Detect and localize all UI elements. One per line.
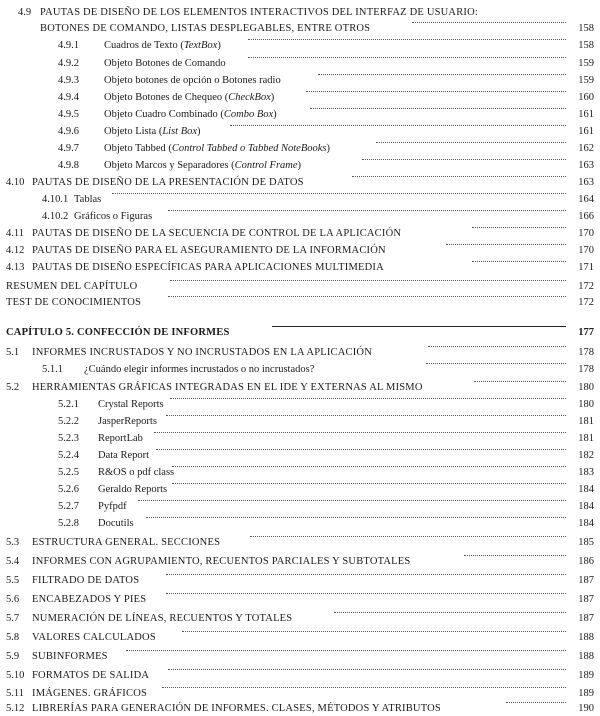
toc-entry-5-2-2[interactable] [0,415,600,429]
entry-title: PAUTAS DE DISEÑO PARA EL ASEGURAMIENTO DE LA INFORMACIÓN [32,245,386,256]
entry-title: Objeto Lista (List Box) [104,126,201,137]
toc-entry-4-13[interactable] [0,261,600,275]
toc-entry-5-12[interactable] [0,702,600,716]
entry-number: 4.9.1 [58,40,79,51]
page-number: 186 [578,556,594,567]
page-number: 164 [578,194,594,205]
toc-entry-5-2-7[interactable] [0,500,600,514]
entry-title: Pyfpdf [98,501,127,512]
entry-title: SUBINFORMES [32,651,108,662]
entry-number: 5.9 [6,651,20,662]
toc-entry-4-11[interactable] [0,227,600,241]
page-number: 187 [578,613,594,624]
entry-number: 4.10 [6,177,25,188]
toc-entry-test[interactable] [0,296,600,310]
entry-title: PAUTAS DE DISEÑO DE LA SECUENCIA DE CONTROL DE LA APLICACIÓN [32,228,402,239]
toc-entry-5-5[interactable] [0,574,600,588]
entry-title: IMÁGENES. GRÁFICOS [32,688,148,699]
entry-number: 4.12 [6,245,25,256]
page-number: 158 [578,23,594,34]
entry-number: 5.10 [6,670,25,681]
entry-title: Docutils [98,518,134,529]
entry-title: LIBRERÍAS PARA GENERACIÓN DE INFORMES. CLASES, MÉTODOS Y ATRIBUTOS [32,703,441,714]
toc-entry-4-12[interactable] [0,244,600,258]
entry-title: Tablas [74,194,102,205]
entry-number: 5.2.4 [58,450,79,461]
leader-dots [166,593,566,594]
toc-entry-5-9[interactable] [0,650,600,664]
leader-dots [172,483,566,484]
page-number: 188 [578,632,594,643]
entry-title: ENCABEZADOS Y PIES [32,594,147,605]
toc-entry-5-7[interactable] [0,612,600,626]
entry-number: 5.4 [6,556,20,567]
page-number: 159 [578,75,594,86]
leader-dots [166,415,566,416]
leader-dots [146,517,566,518]
leader-dots [472,261,566,262]
toc-entry-4-10-2[interactable] [0,210,600,224]
entry-number: 5.2.7 [58,501,79,512]
entry-number: 5.11 [6,688,24,699]
entry-title: TEST DE CONOCIMIENTOS [6,297,142,308]
toc-entry-5-2-3[interactable] [0,432,600,446]
page-number: 162 [578,143,594,154]
toc-entry-4-9-8[interactable] [0,159,600,173]
page-number: 184 [578,501,594,512]
leader-dots [334,612,566,613]
entry-title: ¿Cuándo elegir informes incrustados o no incrustados? [84,364,315,375]
entry-title: ESTRUCTURA GENERAL. SECCIONES [32,537,221,548]
entry-number: 5.2 [6,382,20,393]
entry-number: 4.9.6 [58,126,79,137]
leader-dots [166,574,566,575]
entry-title: Objeto Botones de Comando [104,58,226,69]
entry-title: FILTRADO DE DATOS [32,575,140,586]
leader-dots [168,669,566,670]
entry-title: BOTONES DE COMANDO, LISTAS DESPLEGABLES, ENTRE OTROS [40,23,371,34]
page-number: 170 [578,245,594,256]
page-number: 163 [578,177,594,188]
leader-dots [474,381,566,382]
entry-number: 4.9.3 [58,75,79,86]
page-number: 182 [578,450,594,461]
page-number: 184 [578,518,594,529]
entry-number: 5.2.6 [58,484,79,495]
toc-entry-4-9-7[interactable] [0,142,600,156]
leader-dots [168,210,566,211]
page-number: 177 [578,327,594,338]
entry-number: 4.9.2 [58,58,79,69]
entry-number: 4.9.5 [58,109,79,120]
leader-dots [446,244,566,245]
leader-dots [172,466,566,467]
leader-dots [472,227,566,228]
toc-chapter-5[interactable] [0,326,600,340]
toc-entry-5-8[interactable] [0,631,600,645]
page-number: 163 [578,160,594,171]
entry-number: 5.2.2 [58,416,79,427]
entry-number: 5.8 [6,632,20,643]
entry-title: Geraldo Reports [98,484,168,495]
entry-title: R&OS o pdf class [98,467,175,478]
entry-title: Crystal Reports [98,399,164,410]
entry-number: 5.2.1 [58,399,79,410]
page-number: 159 [578,58,594,69]
leader-dots [464,555,566,556]
entry-number: 5.2.3 [58,433,79,444]
page-number: 189 [578,670,594,681]
toc-entry-5-2-6[interactable] [0,483,600,497]
toc-entry-4-10-1[interactable] [0,193,600,207]
entry-number: 5.7 [6,613,20,624]
toc-entry-4-9[interactable] [0,6,600,20]
page-number: 161 [578,126,594,137]
leader-dots [248,57,566,58]
leader-dots [112,193,566,194]
leader-dots [138,500,566,501]
entry-number: 4.9.4 [58,92,79,103]
leader-dots [168,296,566,297]
toc-entry-5-10[interactable] [0,669,600,683]
page-number: 187 [578,594,594,605]
page-number: 160 [578,92,594,103]
toc-entry-5-11[interactable] [0,687,600,701]
leader-dots [412,22,566,23]
entry-title: PAUTAS DE DISEÑO DE LOS ELEMENTOS INTERACTIVOS DEL INTERFAZ DE USUARIO: [40,7,479,18]
entry-number: 5.3 [6,537,20,548]
leader-dots [170,280,566,281]
page-number: 185 [578,537,594,548]
leader-dots [156,449,566,450]
leader-dots [230,125,566,126]
toc-entry-4-10[interactable] [0,176,600,190]
entry-number: 5.2.5 [58,467,79,478]
page-number: 188 [578,651,594,662]
entry-title: HERRAMIENTAS GRÁFICAS INTEGRADAS EN EL IDE Y EXTERNAS AL MISMO [32,382,423,393]
toc-entry-5-2-1[interactable] [0,398,600,412]
entry-title: ReportLab [98,433,143,444]
entry-title: PAUTAS DE DISEÑO ESPECÍFICAS PARA APLICACIONES MULTIMEDIA [32,262,384,273]
entry-title: Objeto Tabbed (Control Tabbed o Tabbed NoteBooks) [104,143,330,154]
leader-dots [248,39,566,40]
page-number: 184 [578,484,594,495]
toc-entry-5-3[interactable] [0,536,600,550]
entry-title: NUMERACIÓN DE LÍNEAS, RECUENTOS Y TOTALES [32,613,293,624]
toc-entry-4-9-6[interactable] [0,125,600,139]
toc-entry-4-9-5[interactable] [0,108,600,122]
leader-dots [426,363,566,364]
page-number: 170 [578,228,594,239]
leader-line [272,326,566,327]
leader-dots [126,650,566,651]
page-number: 158 [578,40,594,51]
leader-dots [506,702,566,703]
toc-entry-4-9-1[interactable] [0,39,600,53]
page-number: 183 [578,467,594,478]
page-number: 181 [578,433,594,444]
page-number: 181 [578,416,594,427]
leader-dots [306,91,566,92]
toc-entry-resumen[interactable] [0,280,600,294]
page-number: 172 [578,297,594,308]
page-number: 180 [578,399,594,410]
leader-dots [376,142,566,143]
entry-title: Objeto Cuadro Combinado (Combo Box) [104,109,277,120]
page-number: 172 [578,281,594,292]
chapter-title: CAPÍTULO 5. CONFECCIÓN DE INFORMES [6,327,230,338]
entry-number: 4.9.8 [58,160,79,171]
entry-title: Objeto botones de opción o Botones radio [104,75,281,86]
leader-dots [170,398,566,399]
entry-number: 5.2.8 [58,518,79,529]
entry-title: INFORMES INCRUSTADOS Y NO INCRUSTADOS EN LA APLICACIÓN [32,347,372,358]
page-number: 161 [578,109,594,120]
toc-entry-5-2[interactable] [0,381,600,395]
page-number: 190 [578,703,594,714]
entry-number: 5.6 [6,594,20,605]
entry-number: 4.13 [6,262,25,273]
entry-number: 5.12 [6,703,25,714]
page-number: 189 [578,688,594,699]
entry-number: 4.9.7 [58,143,79,154]
entry-title: PAUTAS DE DISEÑO DE LA PRESENTACIÓN DE DATOS [32,177,304,188]
page-number: 166 [578,211,594,222]
entry-number: 4.9 [18,7,32,18]
entry-title: RESUMEN DEL CAPÍTULO [6,281,138,292]
entry-number: 5.5 [6,575,20,586]
toc-entry-4-9-4[interactable] [0,91,600,105]
leader-dots [318,74,566,75]
entry-number: 4.10.2 [42,211,69,222]
leader-dots [428,346,566,347]
leader-dots [182,631,566,632]
entry-title: Objeto Marcos y Separadores (Control Frame) [104,160,302,171]
entry-number: 5.1.1 [42,364,63,375]
page-number: 178 [578,347,594,358]
leader-dots [250,536,566,537]
entry-number: 4.11 [6,228,24,239]
toc-entry-4-9-3[interactable] [0,74,600,88]
leader-dots [352,176,566,177]
entry-title: Cuadros de Texto (TextBox) [104,40,221,51]
page-number: 171 [578,262,594,273]
entry-title: Data Report [98,450,150,461]
leader-dots [154,432,566,433]
toc-entry-5-6[interactable] [0,593,600,607]
entry-title: VALORES CALCULADOS [32,632,156,643]
leader-dots [162,687,566,688]
page-number: 180 [578,382,594,393]
toc-entry-5-4[interactable] [0,555,600,569]
entry-title: Objeto Botones de Chequeo (CheckBox) [104,92,275,103]
entry-title: Gráficos o Figuras [74,211,153,222]
entry-title: FORMATOS DE SALIDA [32,670,150,681]
toc-entry-5-2-4[interactable] [0,449,600,463]
page-number: 187 [578,575,594,586]
leader-dots [362,159,566,160]
page-number: 178 [578,364,594,375]
toc-entry-4-9-cont[interactable] [0,22,600,36]
entry-number: 4.10.1 [42,194,69,205]
toc-entry-5-1[interactable] [0,346,600,360]
leader-dots [310,108,566,109]
entry-title: INFORMES CON AGRUPAMIENTO, RECUENTOS PARCIALES Y SUBTOTALES [32,556,411,567]
entry-title: JasperReports [98,416,157,427]
toc-entry-5-2-8[interactable] [0,517,600,531]
toc-entry-5-2-5[interactable] [0,466,600,480]
entry-number: 5.1 [6,347,20,358]
toc-entry-5-1-1[interactable] [0,363,600,377]
toc-entry-4-9-2[interactable] [0,57,600,71]
